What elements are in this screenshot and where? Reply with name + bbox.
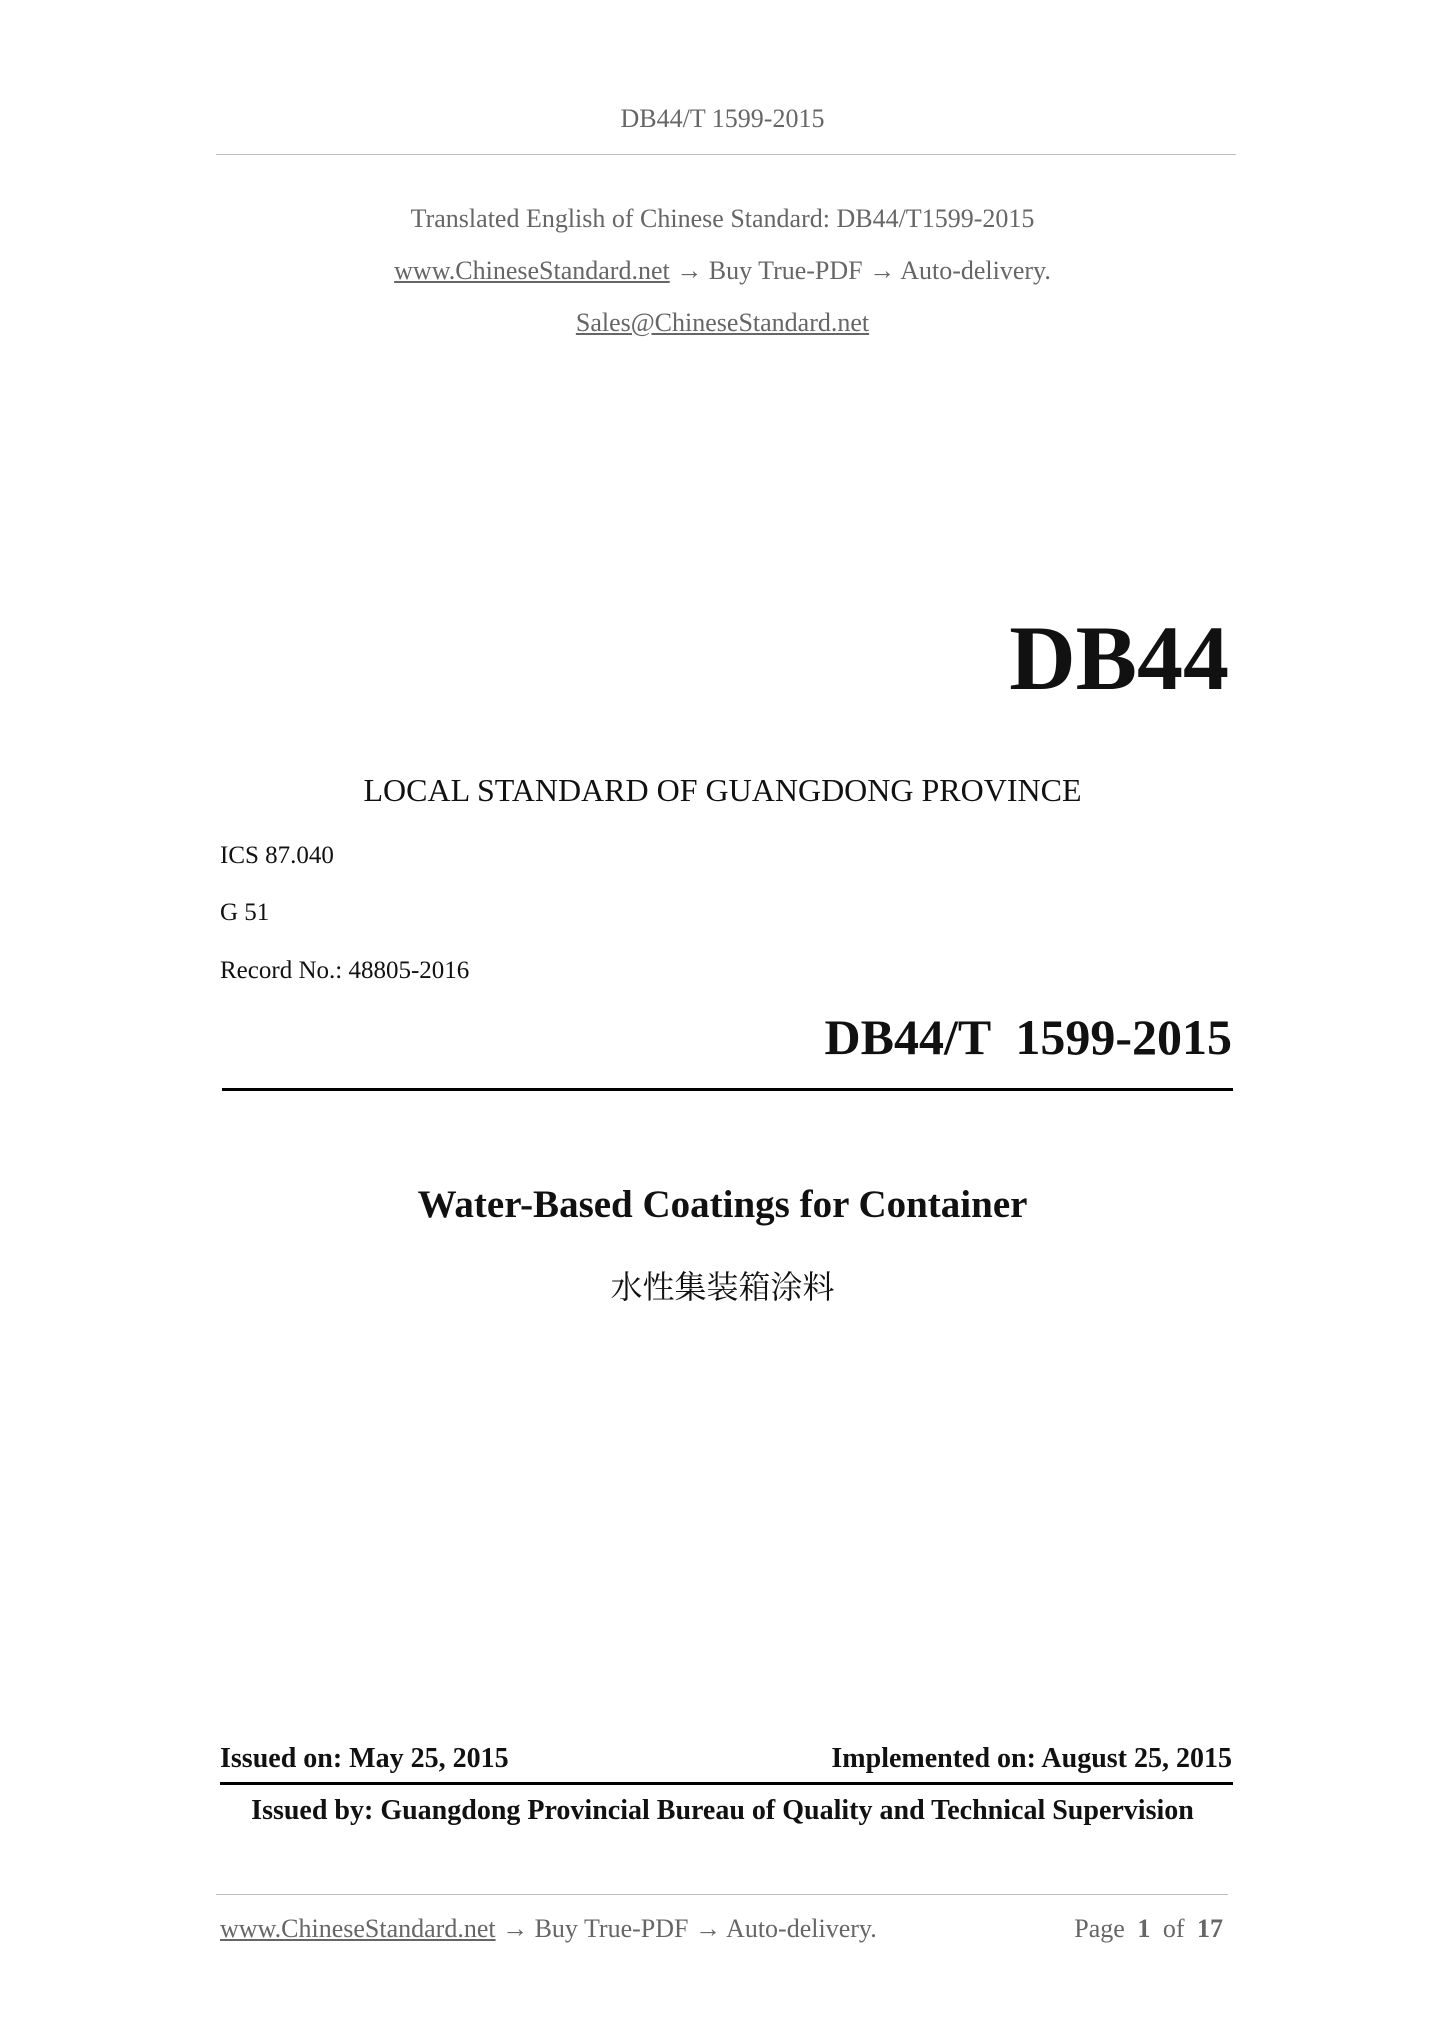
email-line — [0, 308, 1445, 338]
standard-number-rule — [222, 1088, 1233, 1091]
implemented-on-date: Implemented on: August 25, 2015 — [831, 1743, 1232, 1774]
record-number: Record No.: 48805-2016 — [220, 957, 470, 984]
footer-purchase-line — [220, 1914, 877, 1944]
title-chinese: 水性集装箱涂料 — [610, 1268, 835, 1306]
purchase-text: → Buy True-PDF → Auto-delivery. — [676, 256, 1051, 285]
of-label: of — [1162, 1914, 1185, 1943]
dates-rule — [220, 1782, 1233, 1785]
page-label: Page — [1074, 1914, 1125, 1943]
purchase-line — [0, 256, 1445, 286]
classification-code: G 51 — [220, 899, 270, 926]
ics-code: ICS 87.040 — [220, 842, 334, 869]
standard-code-logo: DB44 — [1009, 607, 1229, 709]
translation-notice: Translated English of Chinese Standard: DB44/T1599-2015 — [410, 204, 1035, 233]
page-indicator — [1074, 1914, 1223, 1944]
standard-number: DB44/T 1599-2015 — [824, 1009, 1232, 1065]
site-link[interactable]: www.ChineseStandard.net — [394, 256, 670, 285]
footer-site-link[interactable]: www.ChineseStandard.net — [220, 1914, 496, 1943]
footer-divider — [216, 1894, 1228, 1895]
issuing-authority: Issued by: Guangdong Provincial Bureau of Quality and Technical Supervision — [251, 1795, 1194, 1826]
title-english: Water-Based Coatings for Container — [417, 1183, 1028, 1226]
running-header: DB44/T 1599-2015 — [620, 104, 825, 133]
footer-purchase-text: → Buy True-PDF → Auto-delivery. — [502, 1914, 877, 1943]
header-divider — [216, 154, 1236, 155]
issued-on-date: Issued on: May 25, 2015 — [220, 1743, 509, 1774]
standard-type: LOCAL STANDARD OF GUANGDONG PROVINCE — [363, 772, 1082, 808]
total-pages: 17 — [1197, 1914, 1223, 1943]
page-number: 1 — [1137, 1914, 1151, 1943]
email-link[interactable]: Sales@ChineseStandard.net — [575, 308, 870, 337]
